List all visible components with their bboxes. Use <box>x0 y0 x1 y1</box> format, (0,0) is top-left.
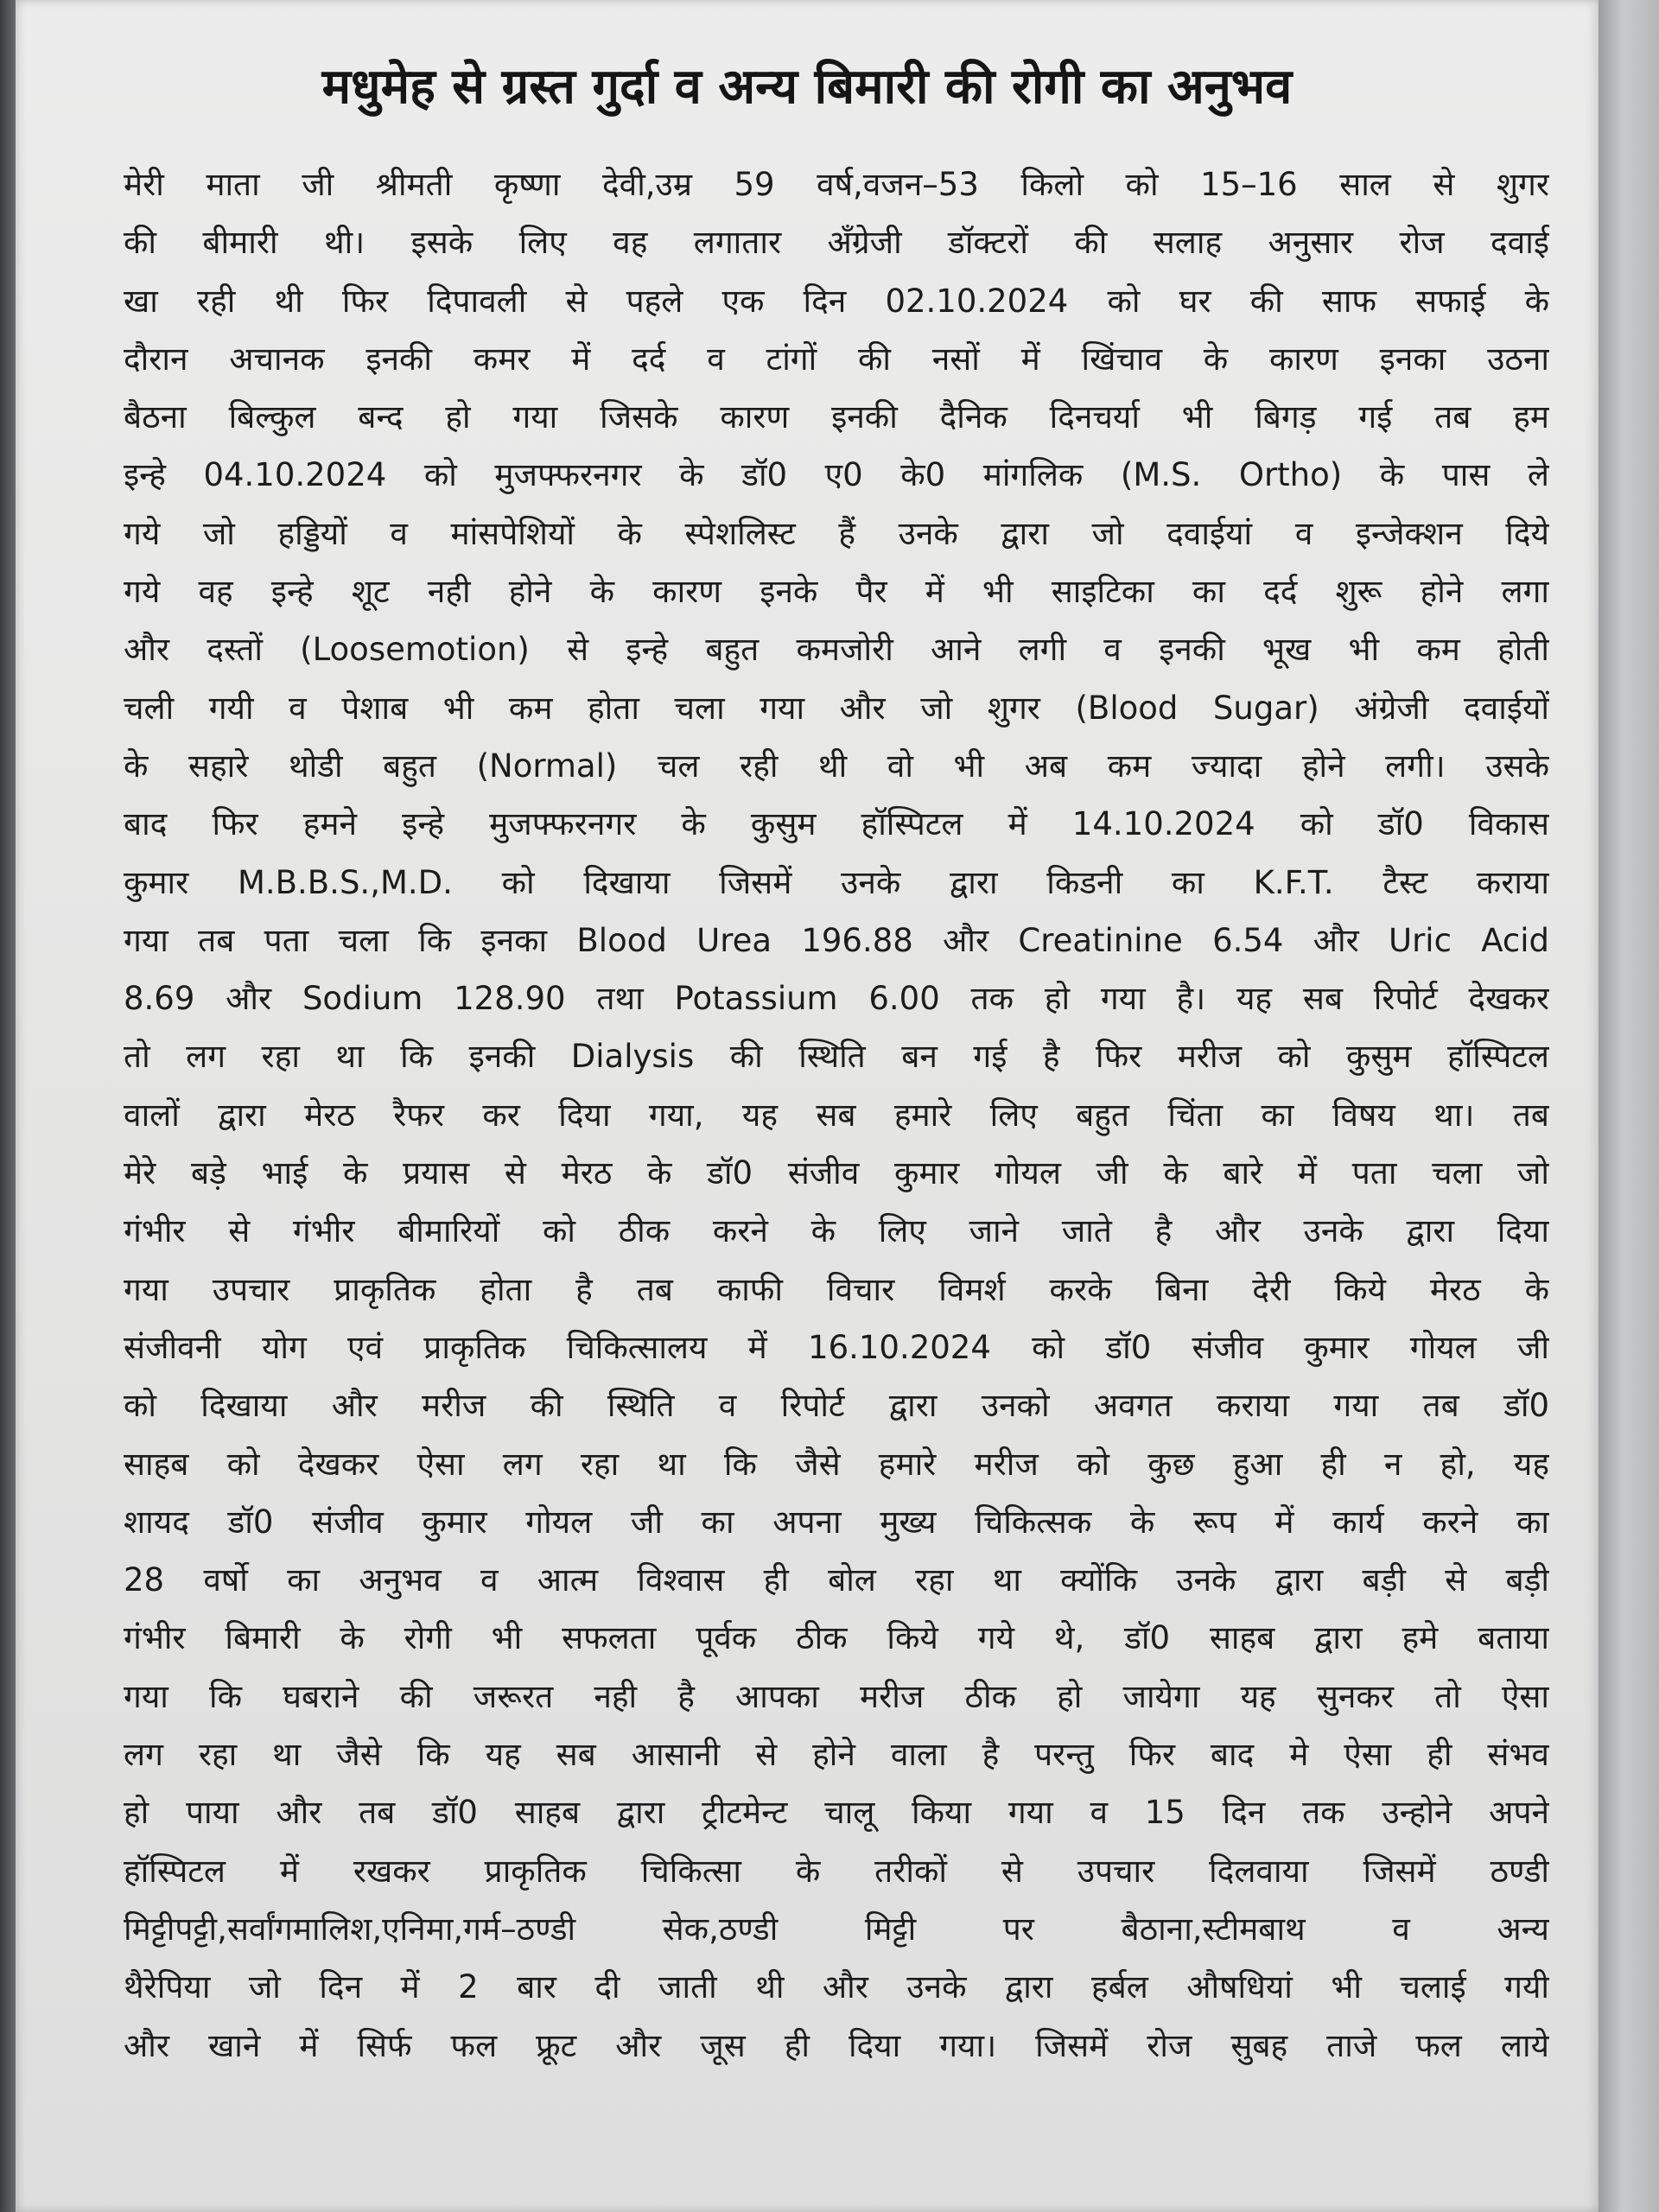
text-line: दौरान अचानक इनकी कमर में दर्द व टांगों की नसों में खिंचाव के कारण इनका उठना <box>124 340 1549 378</box>
text-line: तो लग रहा था कि इनकी Dialysis की स्थिति बन गई है फिर मरीज को कुसुम हॉस्पिटल <box>124 1038 1549 1076</box>
background-edge-left <box>0 0 16 2212</box>
text-line: खा रही थी फिर दिपावली से पहले एक दिन 02.10.2024 को घर की साफ सफाई के <box>124 282 1549 320</box>
text-line: बैठना बिल्कुल बन्द हो गया जिसके कारण इनकी दैनिक दिनचर्या भी बिगड़ गई तब हम <box>124 398 1549 436</box>
text-line: 8.69 और Sodium 128.90 तथा Potassium 6.00 तक हो गया है। यह सब रिपोर्ट देखकर <box>124 980 1549 1018</box>
text-line: गये जो हड्डियों व मांसपेशियों के स्पेशलिस्ट हैं उनके द्वारा जो दवाईयां व इन्जेक्शन दिये <box>124 514 1549 552</box>
text-line: लग रहा था जैसे कि यह सब आसानी से होने वाला है परन्तु फिर बाद मे ऐसा ही संभव <box>124 1736 1549 1774</box>
text-line: कुमार M.B.B.S.,M.D. को दिखाया जिसमें उनके द्वारा किडनी का K.F.T. टैस्ट कराया <box>124 863 1549 901</box>
paper-page <box>16 0 1599 2212</box>
text-line: गया तब पता चला कि इनका Blood Urea 196.88 और Creatinine 6.54 और Uric Acid <box>124 921 1549 959</box>
text-line: हो पाया और तब डॉ0 साहब द्वारा ट्रीटमेन्ट चालू किया गया व 15 दिन तक उन्होने अपने <box>124 1794 1549 1832</box>
text-line: संजीवनी योग एवं प्राकृतिक चिकित्सालय में 16.10.2024 को डॉ0 संजीव कुमार गोयल जी <box>124 1328 1549 1366</box>
text-line: मिट्टीपट्टी,सर्वांगमालिश,एनिमा,गर्म–ठण्डी सेक,ठण्डी मिट्टी पर बैठाना,स्टीमबाथ व अन्य <box>124 1910 1549 1948</box>
background-edge-right <box>1599 0 1659 2212</box>
text-line: मेरे बड़े भाई के प्रयास से मेरठ के डॉ0 संजीव कुमार गोयल जी के बारे में पता चला जो <box>124 1154 1549 1192</box>
text-line: हॉस्पिटल में रखकर प्राकृतिक चिकित्सा के तरीकों से उपचार दिलवाया जिसमें ठण्डी <box>124 1852 1549 1890</box>
text-line: चली गयी व पेशाब भी कम होता चला गया और जो शुगर (Blood Sugar) अंग्रेजी दवाईयों <box>124 689 1549 727</box>
text-line: गये वह इन्हे शूट नही होने के कारण इनके पैर में भी साइटिका का दर्द शुरू होने लगा <box>124 573 1549 611</box>
text-line: गंभीर से गंभीर बीमारियों को ठीक करने के लिए जाने जाते है और उनके द्वारा दिया <box>124 1212 1549 1250</box>
document-title: मधुमेह से ग्रस्त गुर्दा व अन्य बिमारी की रोगी का अनुभव <box>321 59 1293 115</box>
text-line: और खाने में सिर्फ फल फ्रूट और जूस ही दिया गया। जिसमें रोज सुबह ताजे फल लाये <box>124 2026 1549 2064</box>
text-line: की बीमारी थी। इसके लिए वह लगातार अँग्रेजी डॉक्टरों की सलाह अनुसार रोज दवाई <box>124 224 1549 262</box>
text-line: वालों द्वारा मेरठ रैफर कर दिया गया, यह सब हमारे लिए बहुत चिंता का विषय था। तब <box>124 1096 1549 1134</box>
text-line: गया कि घबराने की जरूरत नही है आपका मरीज ठीक हो जायेगा यह सुनकर तो ऐसा <box>124 1677 1549 1715</box>
text-line: थैरेपिया जो दिन में 2 बार दी जाती थी और उनके द्वारा हर्बल औषधियां भी चलाई गयी <box>124 1968 1549 2006</box>
text-line: साहब को देखकर ऐसा लग रहा था कि जैसे हमारे मरीज को कुछ हुआ ही न हो, यह <box>124 1445 1549 1483</box>
text-line: इन्हे 04.10.2024 को मुजफ्फरनगर के डॉ0 ए0 के0 मांगलिक (M.S. Ortho) के पास ले <box>124 456 1549 494</box>
text-line: बाद फिर हमने इन्हे मुजफ्फरनगर के कुसुम हॉस्पिटल में 14.10.2024 को डॉ0 विकास <box>124 805 1549 843</box>
text-line: मेरी माता जी श्रीमती कृष्णा देवी,उम्र 59 वर्ष,वजन–53 किलो को 15–16 साल से शुगर <box>124 166 1549 203</box>
text-line: के सहारे थोडी बहुत (Normal) चल रही थी वो भी अब कम ज्यादा होने लगी। उसके <box>124 747 1549 785</box>
text-line: शायद डॉ0 संजीव कुमार गोयल जी का अपना मुख्य चिकित्सक के रूप में कार्य करने का <box>124 1503 1549 1541</box>
text-line: गंभीर बिमारी के रोगी भी सफलता पूर्वक ठीक किये गये थे, डॉ0 साहब द्वारा हमे बताया <box>124 1619 1549 1657</box>
document-body <box>124 156 1549 2075</box>
text-line: और दस्तों (Loosemotion) से इन्हे बहुत कमजोरी आने लगी व इनकी भूख भी कम होती <box>124 631 1549 669</box>
text-line: को दिखाया और मरीज की स्थिति व रिपोर्ट द्वारा उनको अवगत कराया गया तब डॉ0 <box>124 1387 1549 1425</box>
text-line: 28 वर्षो का अनुभव व आत्म विश्वास ही बोल रहा था क्योंकि उनके द्वारा बड़ी से बड़ी <box>124 1561 1549 1599</box>
text-line: गया उपचार प्राकृतिक होता है तब काफी विचार विमर्श करके बिना देरी किये मेरठ के <box>124 1270 1549 1308</box>
